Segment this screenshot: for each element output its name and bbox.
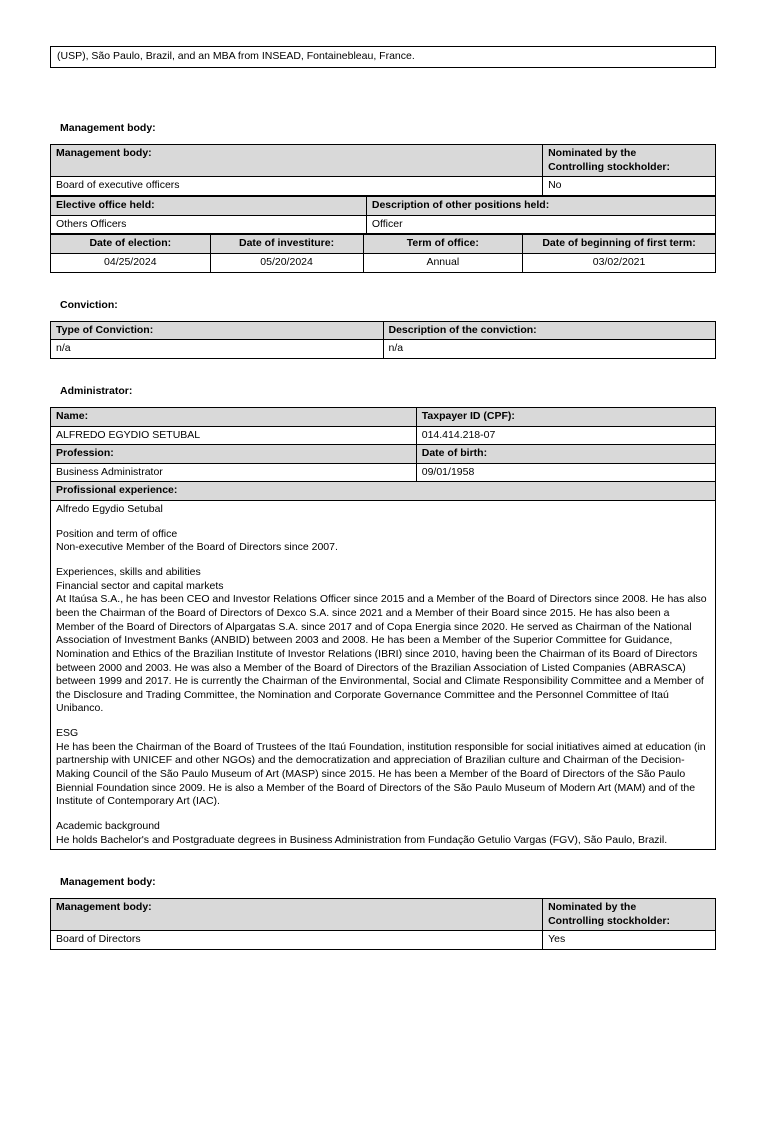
table-row (51, 215, 716, 234)
table-row (51, 445, 716, 464)
nominated-header-line2: Controlling stockholder: (548, 914, 671, 927)
management-body-2-col2-header (543, 899, 716, 931)
spacer (50, 888, 716, 898)
administrator-birth-value: 09/01/1958 (416, 463, 715, 482)
table-row (51, 463, 716, 482)
administrator-taxpayer-value: 014.414.218-07 (416, 426, 715, 445)
esg-text: He has been the Chairman of the Board of Trustees of the Itaú Foundation, institution responsible for social initiatives aimed at education (in partnership with UNICEF and other NGOs) and the democratization and appreciation of Brazilian culture and Chairman of the Decision-Making Council of the São Paulo Museum of Art (MASP) since 2015. He has been a Member of the Board of Directors of the São Paulo Biennial Foundation since 2009. He is also a Member of the Board of Directors of the São Paulo Museum of Modern Art (MAM) and of the Institute of Contemporary Art (IAC). (56, 740, 706, 808)
conviction-description-value: n/a (383, 340, 716, 359)
section-label-conviction: Conviction: (60, 298, 118, 311)
conviction-type-value: n/a (51, 340, 384, 359)
administrator-taxpayer-header: Taxpayer ID (CPF): (416, 407, 715, 426)
table-row (51, 407, 716, 426)
table-row (51, 482, 716, 501)
section-label-management-body-1: Management body: (60, 122, 156, 135)
management-body-col1-header: Management body: (51, 145, 543, 177)
table-row (51, 177, 716, 196)
conviction-description-header: Description of the conviction: (383, 321, 716, 340)
spacer (50, 68, 716, 122)
management-body-value: Board of executive officers (51, 177, 543, 196)
first-term-value: 03/02/2021 (523, 253, 716, 272)
table-row (51, 253, 716, 272)
term-office-value: Annual (363, 253, 523, 272)
experience-section-title: Experiences, skills and abilities (56, 566, 201, 579)
experience-section-subtitle: Financial sector and capital markets (56, 579, 224, 592)
management-body-table-2 (50, 898, 716, 950)
elective-office-header: Elective office held: (51, 197, 367, 216)
experience-position-text: Non-executive Member of the Board of Directors since 2007. (56, 541, 338, 554)
date-election-header: Date of election: (51, 235, 211, 254)
table-row (51, 931, 716, 950)
administrator-name-value: ALFREDO EGYDIO SETUBAL (51, 426, 417, 445)
table-row (51, 145, 716, 177)
esg-title: ESG (56, 727, 79, 740)
management-body-2-value: Board of Directors (51, 931, 543, 950)
conviction-type-header: Type of Conviction: (51, 321, 384, 340)
conviction-table (50, 321, 716, 359)
administrator-birth-header: Date of birth: (416, 445, 715, 464)
table-row (51, 899, 716, 931)
term-office-header: Term of office: (363, 235, 523, 254)
elective-office-value: Others Officers (51, 215, 367, 234)
table-row (51, 501, 716, 850)
top-banner (50, 46, 716, 68)
date-investiture-value: 05/20/2024 (210, 253, 363, 272)
table-row (51, 197, 716, 216)
nominated-2-value: Yes (543, 931, 716, 950)
date-investiture-header: Date of investiture: (210, 235, 363, 254)
nominated-header-line1: Nominated by the (548, 147, 637, 160)
table-row (51, 340, 716, 359)
spacer (50, 850, 716, 876)
spacer (50, 134, 716, 144)
spacer (50, 397, 716, 407)
top-banner-text: (USP), São Paulo, Brazil, and an MBA from INSEAD, Fontainebleau, France. (57, 50, 415, 62)
administrator-profession-header: Profession: (51, 445, 417, 464)
spacer (50, 311, 716, 321)
nominated-header-line1: Nominated by the (548, 901, 637, 914)
management-body-table-1 (50, 144, 716, 196)
date-election-value: 04/25/2024 (51, 253, 211, 272)
section-label-management-body-2: Management body: (60, 876, 156, 889)
document-page (0, 46, 766, 1129)
management-body-col2-header (543, 145, 716, 177)
spacer (50, 273, 716, 299)
experience-position-title: Position and term of office (56, 527, 178, 540)
table-row (51, 426, 716, 445)
elective-office-table (50, 196, 716, 234)
first-term-header: Date of beginning of first term: (523, 235, 716, 254)
table-row (51, 321, 716, 340)
administrator-profession-value: Business Administrator (51, 463, 417, 482)
nominated-value: No (543, 177, 716, 196)
other-positions-header: Description of other positions held: (366, 197, 715, 216)
nominated-header-line2: Controlling stockholder: (548, 160, 671, 173)
academic-text: He holds Bachelor's and Postgraduate degrees in Business Administration from Fundação Getulio Vargas (FGV), São Paulo, Brazil. (56, 833, 668, 846)
management-body-2-col1-header: Management body: (51, 899, 543, 931)
administrator-table (50, 407, 716, 850)
dates-table (50, 234, 716, 272)
administrator-name-header: Name: (51, 407, 417, 426)
experience-section-text: At Itaúsa S.A., he has been CEO and Investor Relations Officer since 2015 and a Member of the Board of Directors since 2008. He has also been the Chairman of the Board of Directors of Dexco S.A. since 2021 and a Member of their Board since 2015. He has also been a Member of the Board of Directors of Alpargatas S.A. since 2017 and of Copa Energia since 2020. He served as Chairman of the National Association of Investment Banks (ANBID) between 2003 and 2008. He has been a Member of the Superior Committee for Guidance, Nomination and Ethics of the Brazilian Institute of Investor Relations (IBRI) since 2010, having been the Chairman of its Board of Directors between 2000 and 2003. He was also a Member of the Board of Directors of the Brazilian Association of Listed Companies (ABRASCA) between 1999 and 2017. He is currently the Chairman of the Environmental, Social and Climate Responsibility Committee and a Member of the Disclosure and Trading Committee, the Nomination and Corporate Governance Committee and the Personnel Committee of Itaú Unibanco. (56, 593, 707, 715)
table-row (51, 235, 716, 254)
section-label-administrator: Administrator: (60, 384, 133, 397)
other-positions-value: Officer (366, 215, 715, 234)
professional-experience-header: Profissional experience: (51, 482, 716, 501)
academic-title: Academic background (56, 819, 160, 832)
experience-name: Alfredo Egydio Setubal (56, 503, 163, 516)
spacer (50, 359, 716, 385)
professional-experience-content (51, 501, 716, 850)
